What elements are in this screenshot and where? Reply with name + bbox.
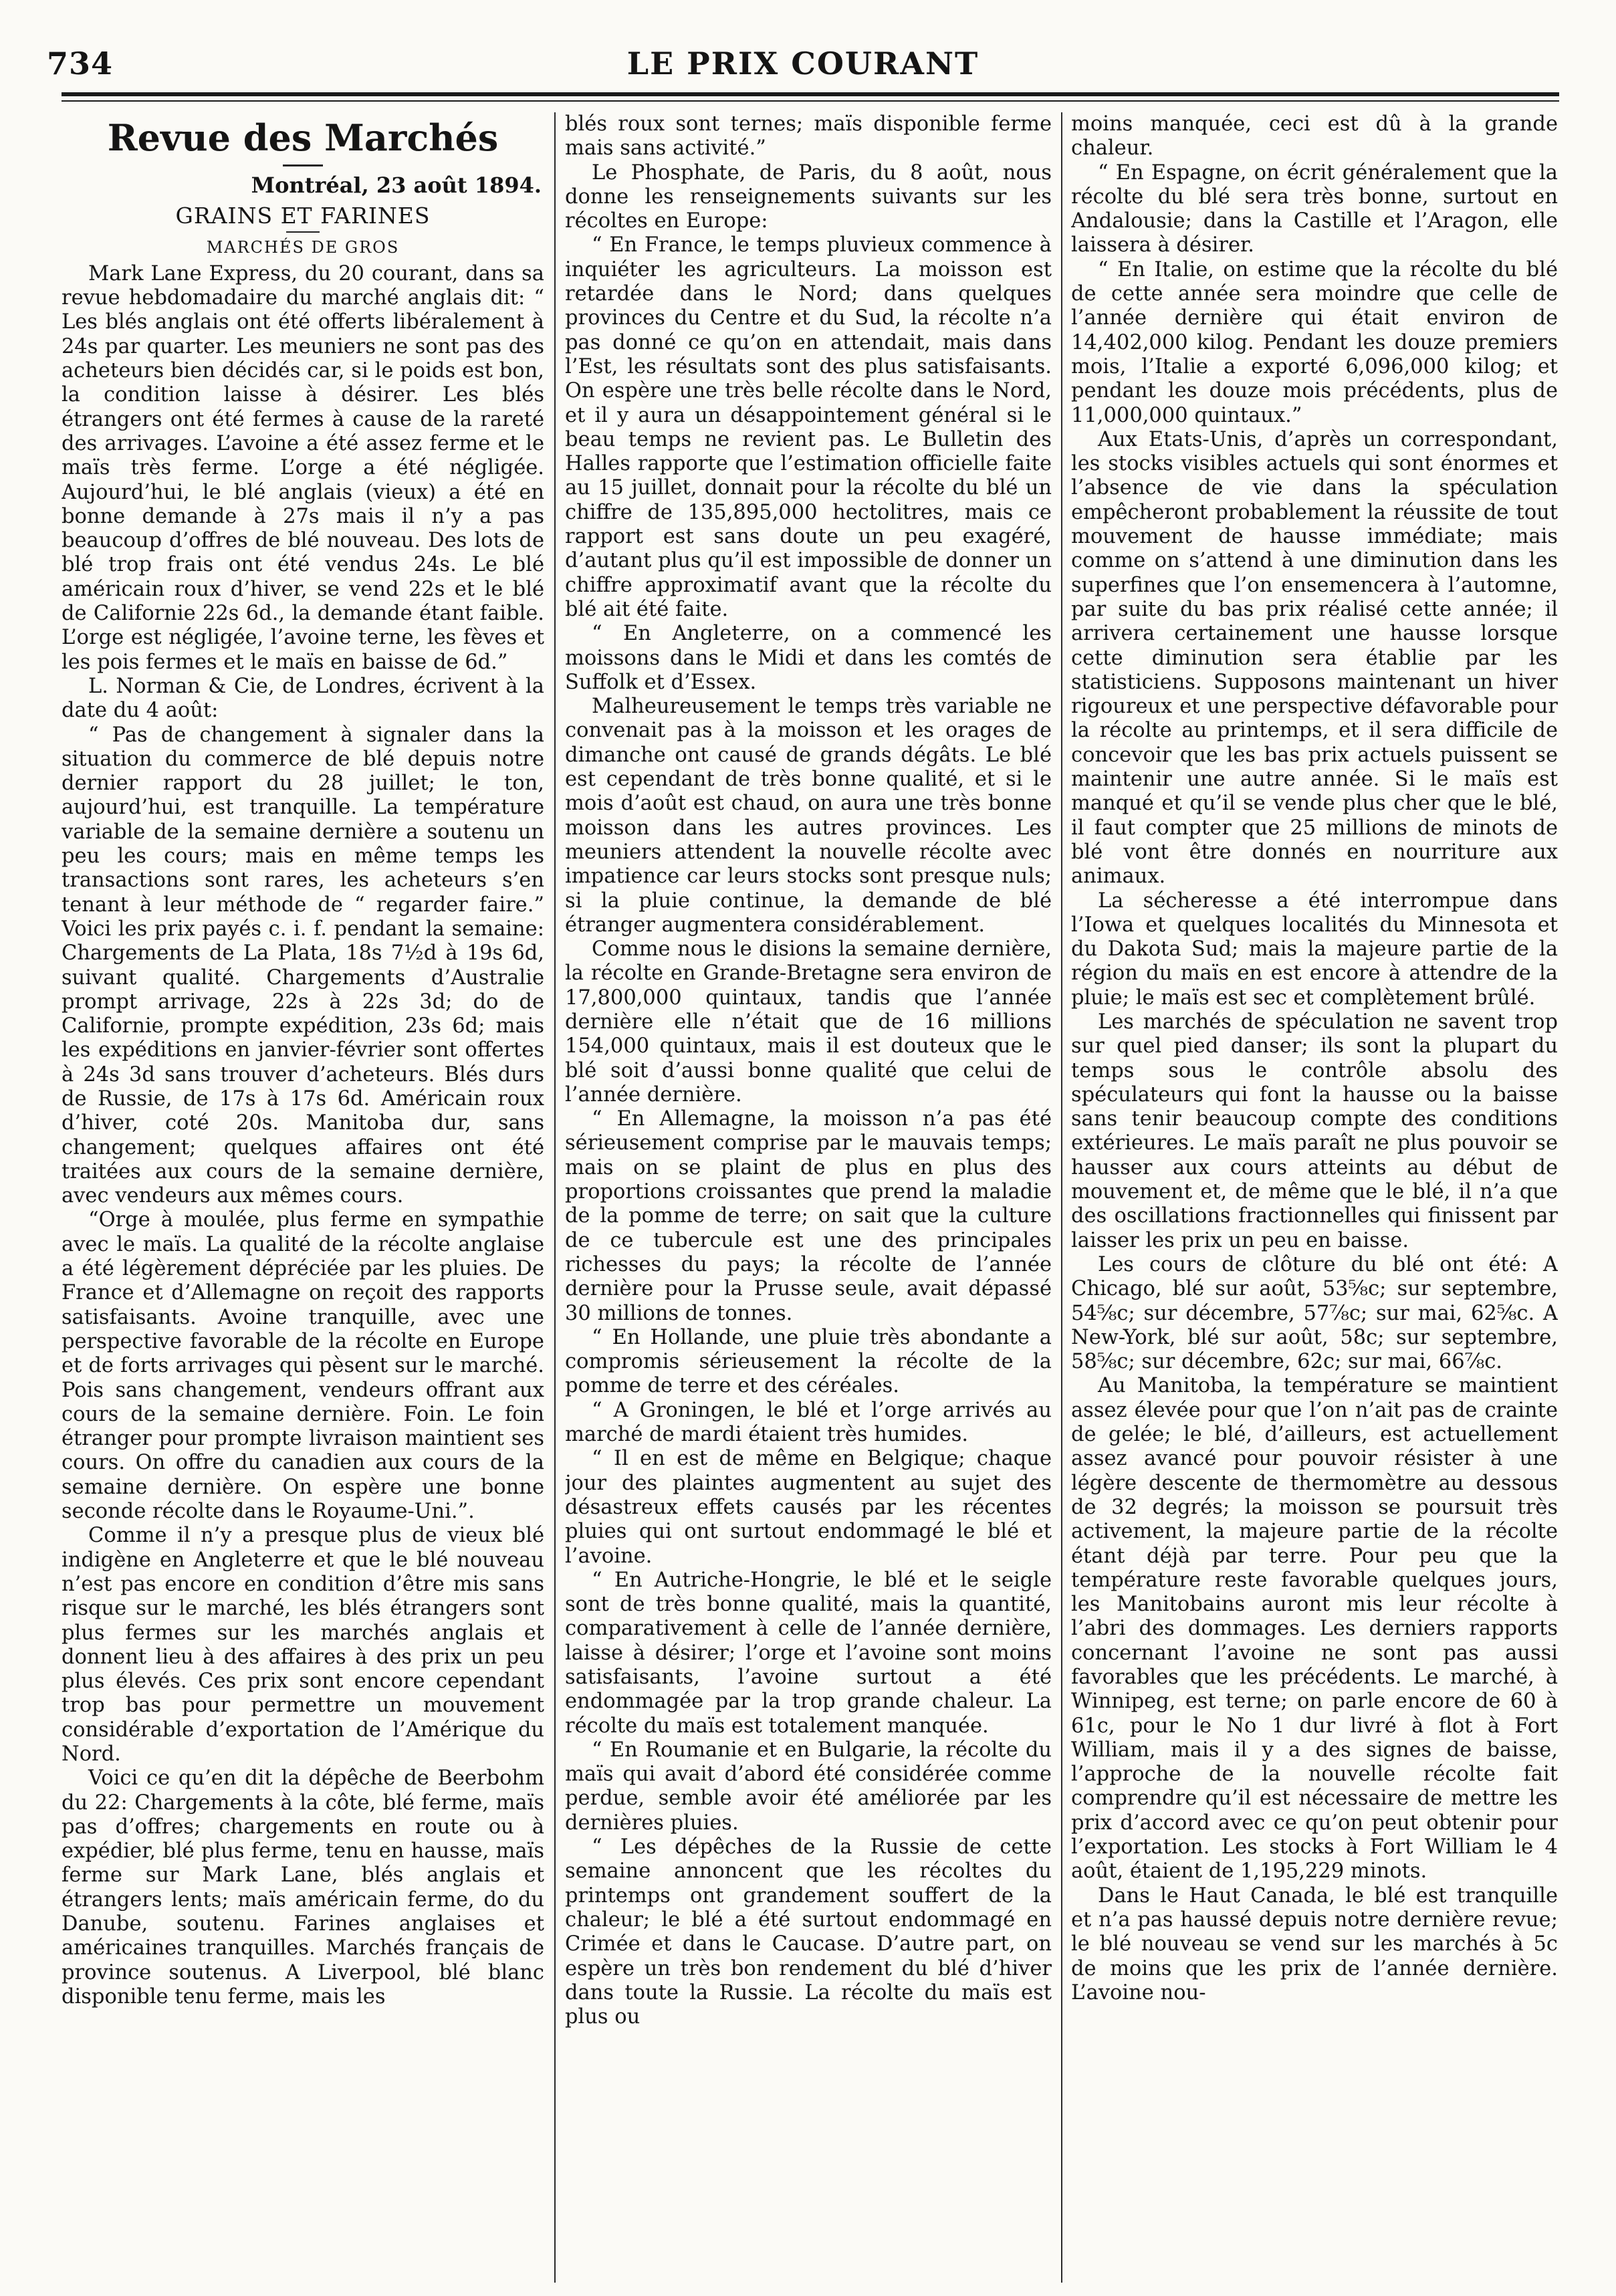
title-rule — [283, 164, 323, 166]
paragraph: Dans le Haut Canada, le blé est tranquille et n’a pas haussé depuis notre dernière revue; le blé nouveau se vend sur les marchés à 5c de moins que les prix de l’année dernière. L’avoine nou- — [1071, 1883, 1558, 2004]
page-header — [47, 39, 1559, 86]
subsubhead-marches: MARCHÉS DE GROS — [206, 237, 400, 257]
header-rule-thick — [62, 92, 1559, 96]
paragraph: “ En Italie, on estime que la récolte du blé de cette année sera moindre que celle de l’année dernière qui était environ de 14,402,000 kilog. Pendant les douze premiers mois, l’Italie a exporté 6,096,000 kilog; et pendant les douze mois précédents, plus de 11,000,000 quintaux.” — [1071, 257, 1558, 427]
paragraph: Mark Lane Express, du 20 courant, dans sa revue hebdomadaire du marché anglais dit: “ Les blés anglais ont été offerts libéralement à 24s par quarter. Les meuniers ne sont pas des acheteurs bien décidés car, si le poids est bon, la condition laisse à désirer. Les blés étrangers ont été fermes à cause de la rareté des arrivages. L’avoine a été assez ferme et le maïs très ferme. L’orge a été négligée. Aujourd’hui, le blé anglais (vieux) a été en bonne demande à 27s mais il n’y a pas beaucoup d’offres de blé nouveau. Des lots de blé trop frais ont été vendus 24s. Le blé américain roux d’hiver, se vend 22s et le blé de Californie 22s 6d., la demande étant faible. L’orge est négligée, l’avoine terne, les fèves et les pois fermes et le maïs en baisse de 6d.” — [62, 261, 544, 674]
paragraph: “ En France, le temps pluvieux commence à inquiéter les agriculteurs. La moisson est retardée dans le Nord; dans quelques provinces du Centre et du Sud, la récolte n’a pas donné ce qu’on en attendait, mais dans l’Est, les résultats sont des plus satisfaisants. On espère une très belle récolte dans le Nord, et il y aura un désappointement général si le beau temps ne revient pas. Le Bulletin des Halles rapporte que l’estimation officielle faite au 15 juillet, donnait pour la récolte du blé un chiffre de 135,895,000 hectolitres, mais ce rapport est sans doute un peu exagéré, d’autant plus qu’il est impossible de donner un chiffre approximatif avant que la récolte du blé ait été faite. — [565, 233, 1052, 621]
column-2 — [565, 112, 1052, 2283]
paragraph: Comme nous le disions la semaine dernière, la récolte en Grande-Bretagne sera environ de 17,800,000 quintaux, tandis que l’année dernière elle n’était que de 16 millions 154,000 quintaux, mais il est douteux que le blé soit d’aussi bonne qualité que celui de l’année dernière. — [565, 937, 1052, 1107]
paragraph: L. Norman & Cie, de Londres, écrivent à la date du 4 août: — [62, 674, 544, 723]
paragraph: Comme il n’y a presque plus de vieux blé indigène en Angleterre et que le blé nouveau n’est pas encore en condition d’être mis sans risque sur le marché, les blés étrangers sont plus fermes sur les marchés anglais et donnent lieu à des affaires à des prix un peu plus élevés. Ces prix sont encore cependant trop bas pour permettre un mouvement considérable d’exportation de l’Amérique du Nord. — [62, 1524, 544, 1766]
paragraph: “Orge à moulée, plus ferme en sympathie avec le maïs. La qualité de la récolte anglaise a été légèrement dépréciée par les pluies. De France et d’Allemagne on reçoit des rapports satisfaisants. Avoine tranquille, avec une perspective favorable de la récolte en Europe et de forts arrivages qui pèsent sur le marché. Pois sans changement, vendeurs offrant aux cours de la semaine dernière. Foin. Le foin étranger pour prompte livraison maintient ses cours. On offre du canadien aux cours de la semaine dernière. On espère une bonne seconde récolte dans le Royaume-Uni.”. — [62, 1208, 544, 1524]
paragraph: moins manquée, ceci est dû à la grande chaleur. — [1071, 112, 1558, 160]
paragraph: “ Les dépêches de la Russie de cette semaine annoncent que les récoltes du printemps ont grandement souffert de la chaleur; le blé a été surtout endommagé en Crimée et dans le Caucase. D’autre part, on espère un très bon rendement du blé d’hiver dans toute la Russie. La récolte du maïs est plus ou — [565, 1835, 1052, 2029]
paragraph: “ En Espagne, on écrit généralement que la récolte du blé sera très bonne, surtout en Andalousie; dans la Castille et l’Aragon, elle laissera à désirer. — [1071, 160, 1558, 257]
paragraph: La sécheresse a été interrompue dans l’Iowa et quelques localités du Minnesota et du Dakota Sud; mais la majeure partie de la région du maïs en est encore à attendre de la pluie; le maïs est sec et complètement brûlé. — [1071, 889, 1558, 1010]
paragraph: blés roux sont ternes; maïs disponible ferme mais sans activité.” — [565, 112, 1052, 160]
column-1 — [62, 112, 544, 2283]
subhead-grains: GRAINS ET FARINES — [175, 203, 431, 229]
subhead-rule — [286, 231, 320, 233]
page-number: 734 — [47, 45, 114, 82]
section-title: Revue des Marchés — [107, 116, 499, 159]
paragraph: “ A Groningen, le blé et l’orge arrivés au marché de mardi étaient très humides. — [565, 1398, 1052, 1447]
paragraph: “ En Autriche-Hongrie, le blé et le seigle sont de très bonne qualité, mais la quantité, comparativement à celle de l’année dernière, laisse à désirer; l’orge et l’avoine sont moins satisfaisants, l’avoine surtout a été endommagée par la trop grande chaleur. La récolte du maïs est totalement manquée. — [565, 1568, 1052, 1738]
paragraph: Les marchés de spéculation ne savent trop sur quel pied danser; ils sont la plupart du temps sous le contrôle absolu des spéculateurs qui font la hausse ou la baisse sans tenir beaucoup compte des conditions extérieures. Le maïs paraît ne plus pouvoir se hausser aux cours atteints au début de mouvement et, de même que le blé, il n’a que des oscillations fractionnelles qui finissent par laisser les prix un peu en baisse. — [1071, 1010, 1558, 1252]
header-rule-thin — [62, 100, 1559, 102]
paragraph: Voici ce qu’en dit la dépêche de Beerbohm du 22: Chargements à la côte, blé ferme, maïs pas d’offres; chargements en route ou à expédier, blé plus ferme, tenu en hausse, maïs ferme sur Mark Lane, blés anglais et étrangers lents; maïs américain ferme, do du Danube, soutenu. Farines anglaises et américaines tranquilles. Marchés français de province soutenus. A Liverpool, blé blanc disponible tenu ferme, mais les — [62, 1766, 544, 2008]
paragraph: Le Phosphate, de Paris, du 8 août, nous donne les renseignements suivants sur les récoltes en Europe: — [565, 160, 1052, 233]
paragraph: “ En Angleterre, on a commencé les moissons dans le Midi et dans les comtés de Suffolk et d’Essex. — [565, 622, 1052, 694]
column-divider-1 — [554, 112, 556, 2283]
dateline: Montréal, 23 août 1894. — [251, 173, 542, 198]
column-divider-2 — [1061, 112, 1062, 2283]
running-title: LE PRIX COURANT — [626, 45, 979, 82]
paragraph: “ Pas de changement à signaler dans la situation du commerce de blé depuis notre dernier rapport du 28 juillet; le ton, aujourd’hui, est tranquille. La température variable de la semaine dernière a soutenu un peu les cours; mais en même temps les transactions sont rares, les acheteurs s’en tenant à leur méthode de “ regarder faire.” Voici les prix payés c. i. f. pendant la semaine: Chargements de La Plata, 18s 7½d à 19s 6d, suivant qualité. Chargements d’Australie prompt arrivage, 22s à 22s 3d; do de Californie, prompte expédition, 23s 6d; mais les expéditions en janvier-février sont offertes à 24s 3d sans trouver d’acheteurs. Blés durs de Russie, de 17s à 17s 6d. Américain roux d’hiver, coté 20s. Manitoba dur, sans changement; quelques affaires ont été traitées aux cours de la semaine dernière, avec vendeurs aux mêmes cours. — [62, 723, 544, 1208]
paragraph: “ En Hollande, une pluie très abondante a compromis sérieusement la récolte de la pomme de terre et des céréales. — [565, 1325, 1052, 1398]
paragraph: Les cours de clôture du blé ont été: A Chicago, blé sur août, 53⅝c; sur septembre, 54⅝c; sur décembre, 57⅞c; sur mai, 62⅝c. A New-York, blé sur août, 58c; sur septembre, 58⅝c; sur décembre, 62c; sur mai, 66⅞c. — [1071, 1252, 1558, 1374]
column-3 — [1071, 112, 1558, 2283]
paragraph: “ Il en est de même en Belgique; chaque jour des plaintes augmentent au sujet des désastreux effets causés par les récentes pluies qui ont surtout endommagé le blé et l’avoine. — [565, 1447, 1052, 1568]
paragraph: Au Manitoba, la température se maintient assez élevée pour que l’on n’ait pas de crainte de gelée; le blé, d’ailleurs, est actuellement assez avancé pour pouvoir résister à une légère descente de thermomètre au dessous de 32 degrés; la moisson se poursuit très activement, la majeure partie de la récolte étant déjà par terre. Pour peu que la température reste favorable quelques jours, les Manitobains auront mis leur récolte à l’abri des dommages. Les derniers rapports concernant l’avoine ne sont pas aussi favorables que les précédents. Le marché, à Winnipeg, est terne; on parle encore de 60 à 61c, pour le No 1 dur livré à flot à Fort William, mais il y a des signes de baisse, l’approche de la nouvelle récolte fait comprendre qu’il est nécessaire de mettre les prix d’accord avec ce qu’on peut obtenir pour l’exportation. Les stocks à Fort William le 4 août, étaient de 1,195,229 minots. — [1071, 1374, 1558, 1883]
paragraph: Malheureusement le temps très variable ne convenait pas à la moisson et les orages de dimanche ont causé de grands dégâts. Le blé est cependant de très bonne qualité, et si le mois d’août est chaud, on aura une très bonne moisson dans les autres provinces. Les meuniers attendent la nouvelle récolte avec impatience car leurs stocks sont presque nuls; si la pluie continue, la demande de blé étranger augmentera considérablement. — [565, 695, 1052, 937]
paragraph: Aux Etats-Unis, d’après un correspondant, les stocks visibles actuels qui sont énormes et l’absence de vie dans la spéculation empêcheront probablement la réussite de tout mouvement de hausse immédiate; mais comme on s’attend à une diminution dans les superfines que l’on ensemencera à l’automne, par suite du bas prix réalisé cette année; il arrivera certainement une hausse lorsque cette diminution sera établie par les statisticiens. Supposons maintenant un hiver rigoureux et une perspective défavorable pour la récolte au printemps, et il sera difficile de concevoir que les bas prix actuels puissent se maintenir une autre année. Si le maïs est manqué et qu’il se vende plus cher que le blé, il faut compter que 25 millions de minots de blé vont être donnés en nourriture aux animaux. — [1071, 427, 1558, 889]
paragraph: “ En Allemagne, la moisson n’a pas été sérieusement comprise par le mauvais temps; mais on se plaint de plus en plus des proportions croissantes que prend la maladie de la pomme de terre; on sait que la culture de ce tubercule est une des principales richesses du pays; la récolte de l’année dernière pour la Prusse seule, avait dépassé 30 millions de tonnes. — [565, 1107, 1052, 1325]
paragraph: “ En Roumanie et en Bulgarie, la récolte du maïs qui avait d’abord été considérée comme perdue, semble avoir été améliorée par les dernières pluies. — [565, 1738, 1052, 1835]
